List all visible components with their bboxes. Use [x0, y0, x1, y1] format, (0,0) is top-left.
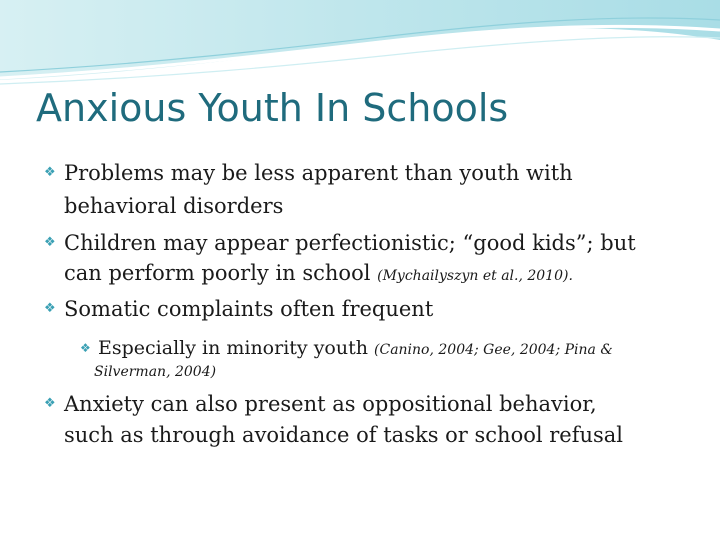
bullet-icon: ❖	[44, 396, 56, 411]
slide-title: Anxious Youth In Schools	[36, 86, 509, 130]
citation: Silverman, 2004)	[94, 364, 217, 380]
bullet-text-line: Anxiety can also present as oppositional behavior,	[64, 392, 597, 416]
bullet-text-line: Problems may be less apparent than youth with	[64, 161, 573, 185]
bullet-text: Especially in minority youth	[98, 337, 375, 359]
bullet-icon: ❖	[44, 235, 56, 250]
bullet-text-line	[98, 336, 613, 362]
bullet-text-line: Children may appear perfectionistic; “good kids”; but	[64, 231, 636, 255]
bullet-text-line: Somatic complaints often frequent	[64, 297, 434, 321]
bullet-text-line	[64, 260, 573, 289]
bullet-text-line: behavioral disorders	[64, 194, 284, 218]
citation: (Mychailyszyn et al., 2010).	[377, 268, 573, 284]
bullet-icon: ❖	[80, 341, 91, 355]
citation: (Canino, 2004; Gee, 2004; Pina &	[374, 342, 613, 358]
bullet-text: can perform poorly in school	[64, 261, 378, 285]
bullet-text-line: such as through avoidance of tasks or school refusal	[64, 423, 624, 447]
bullet-icon: ❖	[44, 165, 56, 180]
bullet-icon: ❖	[44, 301, 56, 316]
